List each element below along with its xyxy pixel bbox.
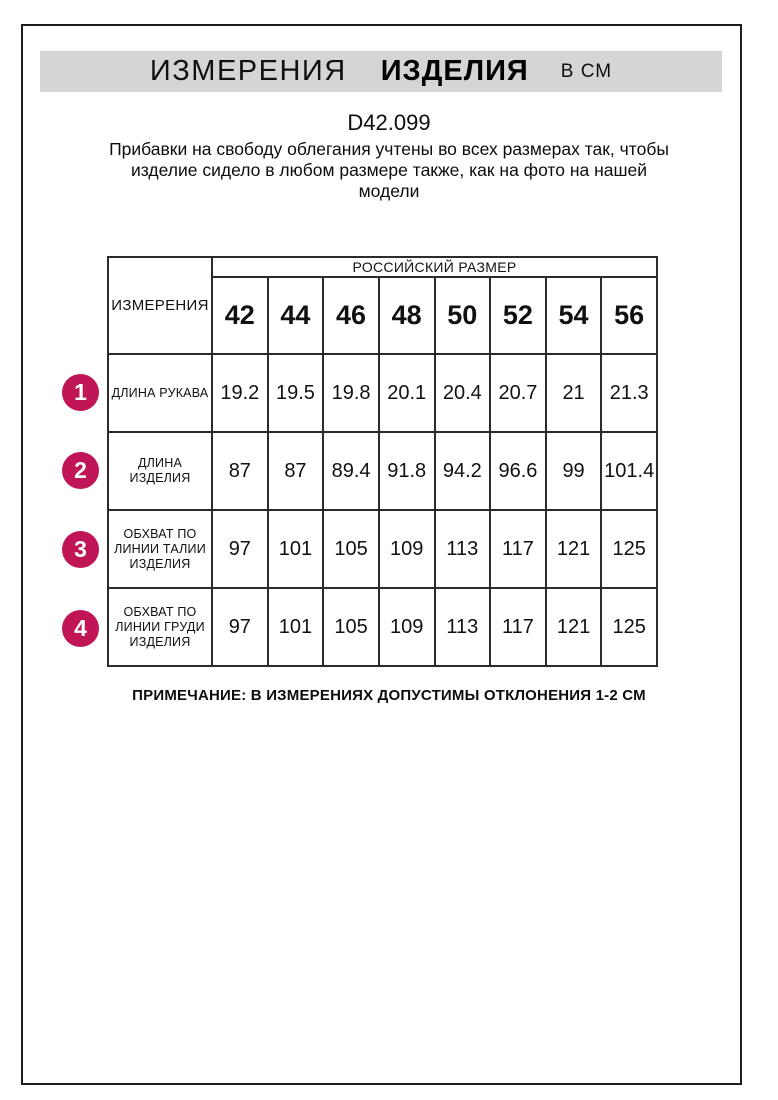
value-cell: 109: [379, 588, 435, 666]
table-row-sleeve-length: [108, 354, 657, 432]
value-cell: 87: [268, 432, 324, 510]
value-cell: 96.6: [490, 432, 546, 510]
value-cell: 99: [546, 432, 602, 510]
title-bar: [40, 51, 722, 92]
row-label-chest-girth: ОБХВАТ ПО ЛИНИИ ГРУДИ ИЗДЕЛИЯ: [108, 588, 212, 666]
value-cell: 101.4: [601, 432, 657, 510]
table-row-waist-girth: [108, 510, 657, 588]
value-cell: 121: [546, 588, 602, 666]
row-marker-1: 1: [62, 374, 99, 411]
value-cell: 97: [212, 588, 268, 666]
row-label-waist-girth: ОБХВАТ ПО ЛИНИИ ТАЛИИ ИЗДЕЛИЯ: [108, 510, 212, 588]
value-cell: 20.1: [379, 354, 435, 432]
size-header-52: 52: [490, 277, 546, 354]
value-cell: 121: [546, 510, 602, 588]
value-cell: 21.3: [601, 354, 657, 432]
value-cell: 105: [323, 510, 379, 588]
title-measurements: ИЗМЕРЕНИЯ: [149, 55, 347, 87]
table-row-chest-girth: [108, 588, 657, 666]
row-label-sleeve-length: ДЛИНА РУКАВА: [108, 354, 212, 432]
corner-header-cell: ИЗМЕРЕНИЯ: [108, 257, 212, 354]
title-product: ИЗДЕЛИЯ: [380, 55, 529, 87]
value-cell: 117: [490, 510, 546, 588]
row-marker-4: 4: [62, 610, 99, 647]
value-cell: 117: [490, 588, 546, 666]
size-header-44: 44: [268, 277, 324, 354]
value-cell: 113: [435, 510, 491, 588]
value-cell: 91.8: [379, 432, 435, 510]
title-unit: В СМ: [560, 60, 613, 82]
size-header-54: 54: [546, 277, 602, 354]
value-cell: 94.2: [435, 432, 491, 510]
value-cell: 101: [268, 510, 324, 588]
size-header-48: 48: [379, 277, 435, 354]
size-header-50: 50: [435, 277, 491, 354]
value-cell: 21: [546, 354, 602, 432]
value-cell: 87: [212, 432, 268, 510]
value-cell: 20.4: [435, 354, 491, 432]
size-header-56: 56: [601, 277, 657, 354]
row-label-garment-length: ДЛИНА ИЗДЕЛИЯ: [108, 432, 212, 510]
note: ПРИМЕЧАНИЕ: В ИЗМЕРЕНИЯХ ДОПУСТИМЫ ОТКЛОНЕНИЯ 1-2 СМ: [132, 687, 646, 704]
size-table: [107, 256, 658, 667]
value-cell: 125: [601, 588, 657, 666]
value-cell: 125: [601, 510, 657, 588]
fit-description: Прибавки на свободу облегания учтены во всех размерах так, чтобы изделие сидело в любом размере также, как на фото на нашей модели: [109, 139, 669, 201]
value-cell: 113: [435, 588, 491, 666]
value-cell: 89.4: [323, 432, 379, 510]
size-group-header-cell: РОССИЙСКИЙ РАЗМЕР: [212, 257, 657, 277]
size-header-42: 42: [212, 277, 268, 354]
table-row-garment-length: [108, 432, 657, 510]
value-cell: 105: [323, 588, 379, 666]
value-cell: 101: [268, 588, 324, 666]
value-cell: 109: [379, 510, 435, 588]
value-cell: 20.7: [490, 354, 546, 432]
value-cell: 97: [212, 510, 268, 588]
product-code: D42.099: [347, 110, 431, 135]
row-marker-3: 3: [62, 531, 99, 568]
size-group-row: [108, 257, 657, 277]
value-cell: 19.5: [268, 354, 324, 432]
row-marker-2: 2: [62, 452, 99, 489]
size-header-46: 46: [323, 277, 379, 354]
value-cell: 19.8: [323, 354, 379, 432]
value-cell: 19.2: [212, 354, 268, 432]
